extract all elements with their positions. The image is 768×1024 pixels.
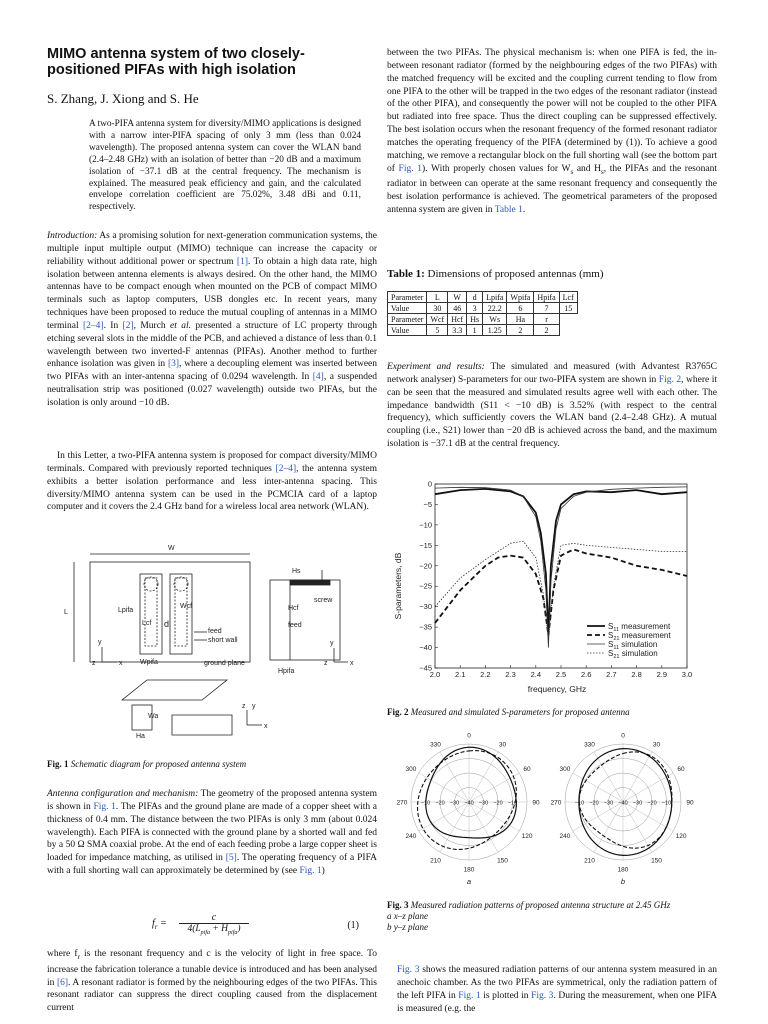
- polar-angle-label: 180: [463, 866, 475, 874]
- eq-den: ): [237, 924, 241, 934]
- polar-angle-label: 30: [652, 741, 661, 749]
- fig3-radiation-patterns: [387, 730, 717, 895]
- table-cell: Wcf: [427, 314, 448, 325]
- eq-lhs: f: [152, 918, 155, 929]
- polar-ring-label: −20: [647, 800, 657, 807]
- table-cell: Hpifa: [534, 292, 559, 303]
- label-Lpifa: Lpifa: [118, 607, 134, 614]
- polar-angle-label: 60: [677, 766, 685, 773]
- table-cell: 1: [467, 325, 483, 336]
- label-Hcf: Hcf: [288, 605, 299, 612]
- label-Hpifa: Hpifa: [278, 668, 295, 675]
- mechanism-text: ). With properly chosen values for W: [421, 163, 571, 174]
- polar-angle-label: 270: [550, 799, 562, 807]
- fig3-caption-b: b y–z plane: [387, 922, 428, 932]
- abstract: A two-PIFA antenna system for diversity/MIMO applications is designed with a narrow inter-PIFA spacing of only 3 mm (less than 0.024 wavelength). The proposed antenna system can cover the WLAN band (2.4–2.48 GHz) with an isolation of better than −20 dB and a maximum isolation of −37.1 dB at the central frequency. The mechanism is explained. The measured peak efficiency and gain, and the calculated envelope correlation coefficient are 75.02%, 3.48 dBi and 0.11, respectively.: [89, 119, 361, 213]
- polar-angle-label: 0: [467, 732, 471, 740]
- feed-strip: [145, 578, 157, 646]
- mechanism-text: .: [522, 205, 526, 216]
- polar-angle-label: 240: [405, 833, 417, 840]
- axis-z: z: [92, 660, 96, 667]
- axis-x: x: [350, 660, 354, 667]
- polar-ring-label: −10: [507, 800, 518, 807]
- label-Hs: Hs: [292, 568, 301, 575]
- fig3-text: . During the measurement, when one PIFA is measured (e.g. the: [397, 990, 717, 1014]
- polar-spoke: [623, 752, 652, 802]
- table-cell: Lpifa: [483, 292, 507, 303]
- fig1-caption: [47, 759, 246, 769]
- intro-text: , a suspended neutralisation strip was positioned (0.027 wavelength) outside two PIFAs, but the isolation is only around −10 dB.: [47, 372, 377, 408]
- table-row-header: Value: [388, 325, 427, 336]
- x-tick-label: 2.1: [454, 670, 466, 679]
- polar-ring-label: −20: [435, 800, 445, 807]
- table-cell: Ws: [483, 314, 507, 325]
- fig2-caption-label: Fig. 2: [387, 707, 409, 717]
- label-Lcf: Lcf: [142, 620, 152, 627]
- axis-x: x: [264, 723, 268, 730]
- fig-link[interactable]: Fig. 1: [93, 801, 116, 812]
- polar-angle-label: 90: [532, 799, 540, 807]
- legend-label: $S_{11}$ simulation: [608, 639, 658, 651]
- polar-angle-label: 30: [498, 741, 507, 749]
- axis-z: z: [242, 703, 246, 710]
- table-cell: 2: [534, 325, 559, 336]
- y-tick-label: 0: [427, 479, 432, 489]
- fig-link[interactable]: Fig. 2: [658, 374, 682, 385]
- side-view: [270, 580, 340, 660]
- intro-text: In this Letter, a two-PIFA antenna system is proposed for compact diversity/MIMO terminals. Compared with previously reported techniques: [47, 451, 377, 474]
- polar-ring-label: −30: [603, 800, 614, 807]
- polar-angle-label: 60: [523, 766, 531, 773]
- fig3-paragraph: [397, 964, 717, 1015]
- table-cell: Lcf: [559, 292, 577, 303]
- eq-numerator: c: [211, 912, 217, 923]
- table-row: [388, 303, 578, 314]
- y-tick-label: −35: [419, 622, 432, 632]
- where-sub: r: [77, 952, 80, 961]
- where-text: is the resonant frequency and c is the velocity of light in free space. To increase the fabrication tolerance a tunable device is introduced and has been analysed in: [47, 949, 377, 988]
- label-Ha: Ha: [136, 733, 145, 740]
- table-cell: 6: [507, 303, 534, 314]
- where-paragraph: [47, 948, 377, 1015]
- fig3-caption: [387, 900, 717, 933]
- polar-ring-label: −20: [493, 800, 503, 807]
- polar-angle-label: 120: [675, 833, 687, 840]
- eq-den: 4(L: [187, 924, 201, 934]
- x-tick-label: 3.0: [681, 670, 693, 679]
- config-paragraph: [47, 788, 377, 878]
- table-cell: Hs: [467, 314, 483, 325]
- fig3-caption-text: Measured radiation patterns of proposed antenna structure at 2.45 GHz: [408, 900, 671, 910]
- label-ground-plane: ground plane: [204, 660, 245, 667]
- polar-ring-label: −30: [632, 800, 643, 807]
- fig3-caption-label: Fig. 3: [387, 900, 409, 910]
- fig3-text: shows the measured radiation patterns of our antenna system measured in an anechoic chamber. As the two PIFAs are symmetrical, only the radiation pattern of the left PIFA in: [397, 965, 717, 1001]
- fig1-schematic: [52, 540, 372, 745]
- polar-angle-label: 330: [584, 741, 595, 749]
- table1-caption-label: Table 1:: [387, 268, 425, 280]
- exp-text: The simulated and measured (with Advantest R3765C network analyser) S-parameters for our two-PIFA system are shown in: [387, 362, 718, 385]
- fig-link[interactable]: Fig. 1: [299, 866, 322, 877]
- table-cell: 30: [427, 303, 448, 314]
- table-cell: 5: [427, 325, 448, 336]
- pifa-right: [170, 574, 192, 654]
- pifa-left: [140, 574, 162, 654]
- table-cell: Wpifa: [507, 292, 534, 303]
- mechanism-text: , the PIFAs and the resonant radiator in between can operate at the same resonant frequency and consequently the best isolation performance is achieved. The geometrical parameters of the proposed antenna system are given in: [387, 163, 717, 216]
- axis-y: y: [98, 639, 102, 646]
- polar-angle-label: 150: [651, 857, 662, 865]
- table-cell: Ha: [507, 314, 534, 325]
- ref-link[interactable]: [6]: [56, 977, 69, 988]
- ref-link[interactable]: [4]: [312, 372, 324, 383]
- table-cell: 2: [507, 325, 534, 336]
- intro-label: Introduction:: [47, 231, 98, 241]
- where-text: where f: [47, 949, 78, 959]
- table1-caption-text: Dimensions of proposed antennas (mm): [424, 268, 604, 280]
- intro-text: , Murch: [133, 320, 171, 331]
- perspective-wall: [172, 715, 232, 735]
- eq-den-sub: pifa: [200, 929, 210, 936]
- table-cell: Hcf: [448, 314, 467, 325]
- polar-spoke: [440, 752, 469, 802]
- intro-text: . To obtain a high data rate, high isolation between antenna elements is always desired. On the other hand, the MIMO antennas have to be compact enough when mounted on the PCB of compact MIMO terminals such as laptop computers, USB dongles etc. In recent years, many techniques have been proposed to reduce the mutual coupling of antennas in a MIMO terminal: [47, 256, 377, 331]
- intro-text: , the antenna system exhibits a better isolation performance and less inter-antenna spacing. This diversity/MIMO antenna system can be used in the PCMCIA card of a laptop computer and it covers the 2.4 GHz band for a wireless local area network (WLAN).: [47, 463, 377, 513]
- x-tick-label: 2.9: [656, 670, 668, 679]
- polar-spoke: [440, 802, 469, 852]
- label-Wa: Wa: [148, 713, 159, 720]
- polar-angle-label: 240: [559, 833, 571, 840]
- table-cell: 46: [448, 303, 467, 314]
- perspective-plate: [122, 680, 227, 700]
- table-cell: 3: [467, 303, 483, 314]
- legend-label: $S_{11}$ measurement: [608, 621, 671, 633]
- intro-text: , where a decoupling element was inserted between two PIFAs with an inter-antenna spacing of 0.0294 wavelength. In: [47, 359, 378, 383]
- y-tick-label: −20: [419, 561, 432, 571]
- config-text: . The operating frequency of a PIFA with a full shorting wall can approximately be determined by (see: [47, 853, 378, 877]
- table-cell: 22.2: [483, 303, 507, 314]
- experiment-paragraph: [387, 361, 717, 451]
- ref-link[interactable]: [1]: [236, 256, 248, 267]
- polar-ring-label: −10: [420, 800, 431, 807]
- ref-link[interactable]: [5]: [225, 853, 237, 864]
- table-row: [388, 292, 578, 303]
- polar-angle-label: 210: [584, 857, 595, 865]
- x-tick-label: 2.6: [580, 670, 592, 679]
- polar-ring-label: −30: [449, 800, 460, 807]
- polar-spoke: [594, 752, 623, 802]
- label-feed: feed: [208, 628, 222, 635]
- config-text: . The PIFAs and the ground plane are made of a copper sheet with a thickness of 0.4 mm. The distance between the two PIFAs is only 3 mm (about 0.024 wavelength). Each PIFA is connected with the ground plane by a shorted wall and fed by a 50 Ω SMA coaxial probe. At the end of each feeding probe a large copper sheet is loaded for impedance matching, as utilised in: [47, 801, 377, 864]
- chart-ylabel: S-parameters, dB: [393, 552, 403, 620]
- table-cell: L: [427, 292, 448, 303]
- y-tick-label: −25: [419, 581, 432, 591]
- intro-text: As a promising solution for next-generation communication systems, the multiple input multiple output (MIMO) technique can increase the capacity or reliability without additional power or spectrum: [47, 231, 377, 267]
- eq-lhs-sub: r: [154, 923, 158, 931]
- polar-sublabel: b: [620, 877, 626, 886]
- polar-angle-label: 210: [430, 857, 441, 865]
- ref-link[interactable]: [2]: [122, 320, 134, 331]
- polar-angle-label: 120: [521, 833, 533, 840]
- mechanism-sub: s: [601, 167, 604, 176]
- axis-y: y: [330, 640, 334, 647]
- label-feed-side: feed: [288, 622, 302, 629]
- top-plate: [290, 580, 330, 585]
- config-label: Antenna configuration and mechanism:: [47, 789, 199, 799]
- dimensions-table: [387, 291, 578, 336]
- fig2-caption-text: Measured and simulated S-parameters for proposed antenna: [408, 707, 630, 717]
- feed-strip: [175, 578, 187, 646]
- eq-den: + H: [210, 924, 229, 934]
- polar-spoke: [469, 752, 498, 802]
- fig1-caption-label: Fig. 1: [47, 759, 69, 769]
- label-short-wall: short wall: [208, 637, 238, 644]
- x-tick-label: 2.7: [606, 670, 617, 679]
- polar-ring-label: −10: [574, 800, 585, 807]
- polar-spoke: [469, 773, 519, 802]
- fig2-s-parameter-chart: [387, 476, 717, 696]
- polar-angle-label: 300: [405, 766, 417, 773]
- fig1-caption-text: Schematic diagram for proposed antenna system: [70, 759, 247, 769]
- table-row-header: Parameter: [388, 292, 427, 303]
- where-text: . A resonant radiator is formed by the neighbouring edges of the two PIFAs. This resonant radiator can suppress the direct coupling caused from the displacement current: [47, 977, 378, 1014]
- fig-link[interactable]: Fig. 1: [458, 990, 481, 1001]
- y-tick-label: −10: [419, 520, 432, 530]
- label-d: d: [164, 619, 170, 629]
- x-tick-label: 2.4: [530, 670, 542, 679]
- x-tick-label: 2.3: [505, 670, 516, 679]
- config-text: The geometry of the proposed antenna system is shown in: [47, 789, 377, 812]
- x-tick-label: 2.0: [429, 670, 441, 679]
- axis-x: x: [119, 660, 123, 667]
- polar-angle-label: 270: [396, 799, 408, 807]
- polar-angle-label: 300: [559, 766, 571, 773]
- label-L: L: [64, 609, 68, 616]
- intro-paragraph-1: [47, 230, 377, 410]
- fig-link[interactable]: Fig. 1: [398, 163, 422, 174]
- ref-link[interactable]: [2–4]: [275, 463, 297, 474]
- fig3-text: is plotted in: [480, 990, 532, 1001]
- intro-text: . In: [103, 320, 123, 331]
- table-cell: 1.25: [483, 325, 507, 336]
- mechanism-sub: s: [570, 167, 574, 176]
- axis-z: z: [324, 660, 328, 667]
- polar-angle-label: 330: [430, 741, 441, 749]
- label-W: W: [168, 545, 175, 552]
- polar-ring-label: −10: [661, 800, 672, 807]
- axis-y: y: [252, 703, 256, 710]
- mechanism-text: and H: [573, 163, 602, 174]
- polar-angle-label: 180: [617, 866, 629, 874]
- polar-ring-label: −20: [589, 800, 599, 807]
- polar-ring-label: −30: [478, 800, 489, 807]
- legend-label: $S_{21}$ simulation: [608, 648, 658, 660]
- eq-den-sub: pifa: [228, 929, 238, 936]
- table-cell: r: [534, 314, 559, 325]
- polar-ring-label: −40: [618, 800, 628, 807]
- polar-sublabel: a: [466, 877, 472, 886]
- table-row-header: Parameter: [388, 314, 427, 325]
- equation-1: $f_r$ = c $4(L_{pifa} + H_{pifa})$ (1): [152, 912, 359, 936]
- table-link[interactable]: Table 1: [494, 205, 523, 216]
- x-tick-label: 2.5: [555, 670, 567, 679]
- label-Wpifa: Wpifa: [140, 659, 158, 666]
- table-cell: d: [467, 292, 483, 303]
- table-cell: 7: [534, 303, 559, 314]
- polar-spoke: [623, 773, 673, 802]
- mechanism-text: between the two PIFAs. The physical mechanism is: when one PIFA is fed, the in-between resonant radiator (formed by the neighbouring edges of the two PIFAs) with the matched frequency will be excited and the coupling current tending to flow from one PIFA to the other will be trapped in the two edges of the resonant radiator (instead of the other PIFA), and consequently the power will not be coupled to the other PIFA but radiated into free space. Thus the direct coupling can be suppressed effectively. The best isolation occurs when the resonant frequency of the formed resonant radiator matches the operating frequency of the PIFA (determined by (1)). To achieve a good matching, we remove a rectangular block on the full shorting wall (see the bottom part of: [387, 48, 717, 174]
- y-tick-label: −15: [419, 540, 432, 550]
- paper-title: MIMO antenna system of two closely-positioned PIFAs with high isolation: [47, 46, 305, 78]
- intro-text: et al.: [170, 320, 191, 331]
- polar-angle-label: 150: [497, 857, 508, 865]
- fig2-caption: [387, 707, 630, 717]
- table-row: [388, 325, 578, 336]
- y-tick-label: −30: [419, 602, 432, 612]
- intro-text: presented a structure of LC property through etching several slots in the middle of the PCB, and achieved a distance of less than 0.1 wavelength between two inverted-F antennas (PIFAs). Another method to further enhance isolation was given in: [47, 320, 377, 370]
- chart-xlabel: frequency, GHz: [527, 684, 587, 694]
- label-screw: screw: [314, 597, 333, 604]
- ref-link[interactable]: [2–4]: [83, 320, 104, 331]
- ref-link[interactable]: [3]: [167, 359, 180, 370]
- table-cell: 15: [559, 303, 577, 314]
- fig-link[interactable]: Fig. 3: [531, 990, 554, 1001]
- polar-spoke: [623, 802, 652, 852]
- fig3-caption-a: a x–z plane: [387, 911, 428, 921]
- y-tick-label: −45: [419, 663, 432, 673]
- series-line-0: [435, 489, 687, 635]
- table1-caption: [387, 268, 604, 280]
- config-text: ): [321, 866, 325, 877]
- intro-paragraph-2: [47, 450, 377, 514]
- polar-spoke: [469, 802, 498, 852]
- x-tick-label: 2.8: [631, 670, 642, 679]
- y-tick-label: −5: [423, 499, 432, 509]
- table-cell: W: [448, 292, 467, 303]
- legend-label: $S_{21}$ measurement: [608, 630, 671, 642]
- polar-angle-label: 90: [686, 799, 694, 807]
- exp-label: Experiment and results:: [387, 362, 485, 372]
- exp-text: , where it can be seen that the measured and simulated results agree well with each other. The impedance bandwidth (S11 < −10 dB) is 3.52% (with respect to the central frequency), which sufficiently covers the WLAN band (2.4–2.48 GHz). A mutual coupling (i.e., S21) lower than −20 dB is achieved across the band, and the maximum isolation is −37.1 dB at the central frequency.: [387, 374, 717, 450]
- screw-circle: [144, 577, 158, 591]
- screw-circle: [174, 577, 188, 591]
- authors: S. Zhang, J. Xiong and S. He: [47, 91, 199, 106]
- table-cell: 3.3: [448, 325, 467, 336]
- polar-angle-label: 0: [621, 732, 625, 740]
- table-row: [388, 314, 578, 325]
- y-tick-label: −40: [419, 643, 432, 653]
- table-row-header: Value: [388, 303, 427, 314]
- x-tick-label: 2.2: [480, 670, 491, 679]
- eq-number: (1): [347, 920, 359, 931]
- polar-ring-label: −40: [464, 800, 474, 807]
- fig-link[interactable]: Fig. 3: [397, 965, 420, 975]
- label-Wcf: Wcf: [180, 603, 193, 610]
- mechanism-paragraph: [387, 47, 717, 217]
